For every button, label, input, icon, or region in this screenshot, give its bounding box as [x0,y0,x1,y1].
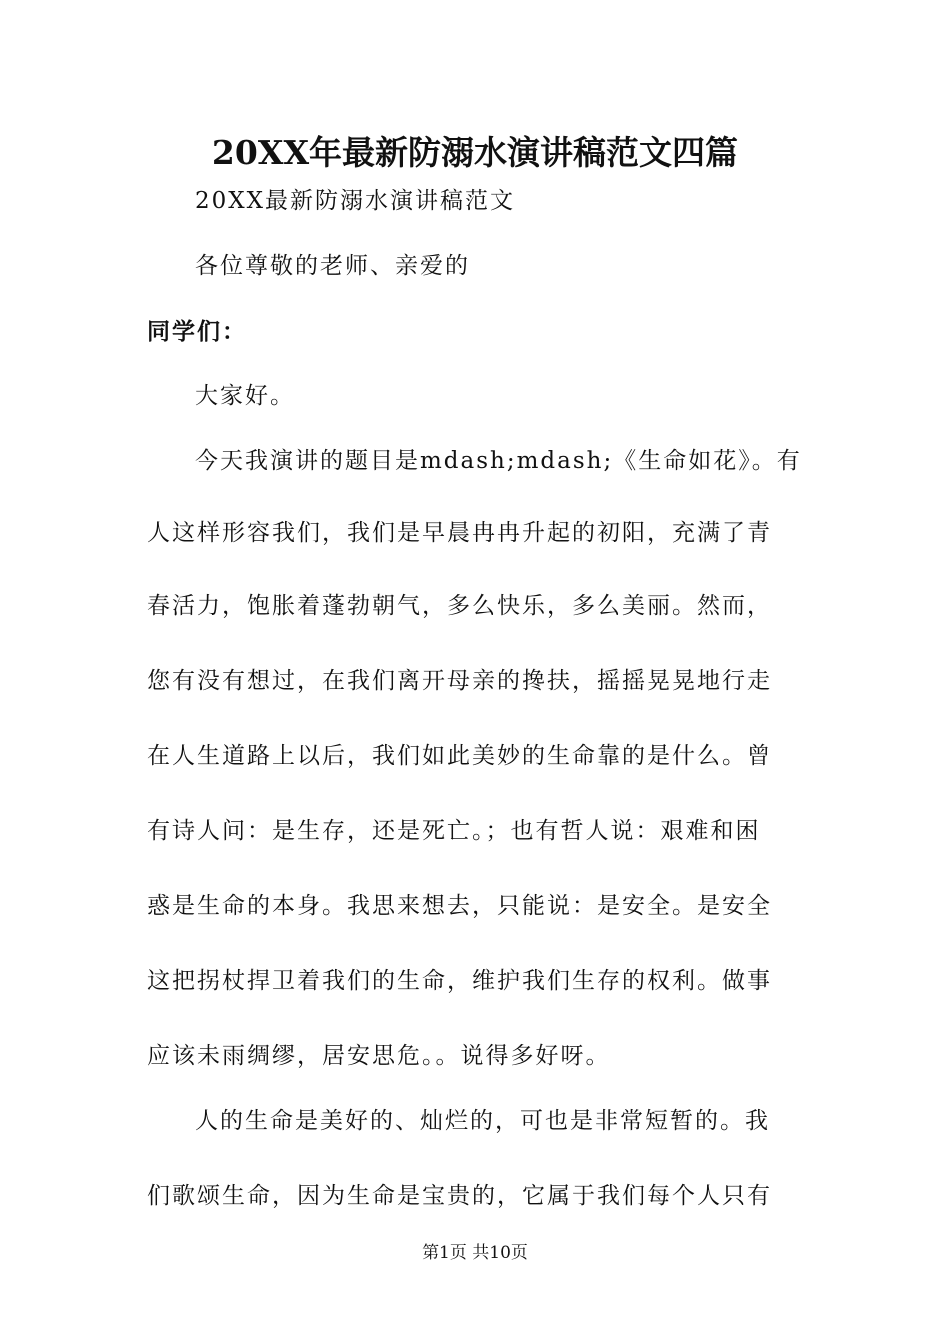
paragraph1-line: 今天我演讲的题目是mdash;mdash;《生命如花》。有 [195,448,802,474]
greeting-line-1: 各位尊敬的老师、亲爱的 [195,253,470,279]
paragraph1-line: 春活力，饱胀着蓬勃朝气，多么快乐，多么美丽。然而， [147,593,772,619]
paragraph1-line: 在人生道路上以后，我们如此美妙的生命靠的是什么。曾 [147,743,772,769]
document-subtitle: 20XX最新防溺水演讲稿范文 [195,188,516,214]
paragraph1-line: 这把拐杖捍卫着我们的生命，维护我们生存的权利。做事 [147,968,772,994]
greeting-line-2: 同学们： [147,318,247,345]
paragraph1-line: 惑是生命的本身。我思来想去，只能说：是安全。是安全 [147,893,772,919]
paragraph1-line: 应该未雨绸缪，居安思危。。说得多好呀。 [147,1043,611,1069]
paragraph1-line: 人这样形容我们，我们是早晨冉冉升起的初阳，充满了青 [147,520,772,546]
hello-line: 大家好。 [195,383,295,409]
page-footer: 第1页 共10页 [422,1243,528,1263]
paragraph2-line: 们歌颂生命，因为生命是宝贵的，它属于我们每个人只有 [147,1183,772,1209]
paragraph2-line: 人的生命是美好的、灿烂的，可也是非常短暂的。我 [195,1108,770,1134]
paragraph1-line: 有诗人问：是生存，还是死亡。；也有哲人说：艰难和困 [147,818,761,844]
document-title: 20XX年最新防溺水演讲稿范文四篇 [211,133,739,172]
paragraph1-line: 您有没有想过，在我们离开母亲的搀扶，摇摇晃晃地行走 [147,668,772,694]
